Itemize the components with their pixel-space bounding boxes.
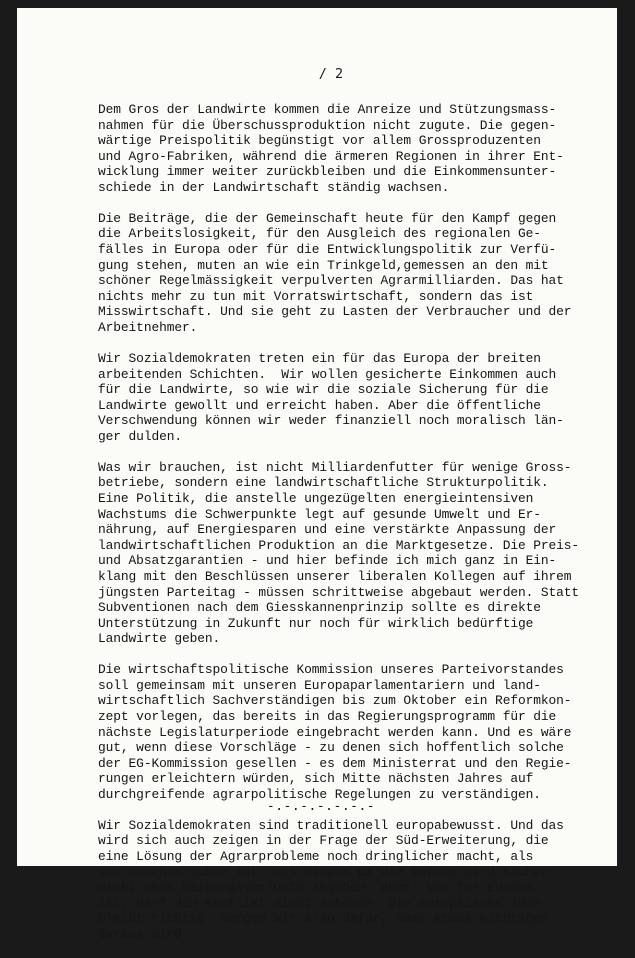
text-line: rungen erleichtern würden, sich Mitte nächsten Jahres auf — [98, 771, 534, 787]
paragraph-4 — [98, 460, 598, 647]
text-line: Die wirtschaftspolitische Kommission unseres Parteivorstandes — [98, 662, 564, 678]
document-body — [98, 102, 598, 958]
text-line: Landwirte gewollt und erreicht haben. Aber die öffentliche — [98, 397, 541, 413]
text-line: nichts mehr zu tun mit Vorratswirtschaft, sondern das ist — [98, 288, 534, 304]
text-line: soll gemeinsam mit unseren Europaparlamentariern und land- — [98, 677, 541, 693]
text-line: fälles in Europa oder für die Entwicklungspolitik zur Verfü- — [98, 242, 557, 258]
paragraph-2 — [98, 211, 598, 336]
text-line: wirtschaftlich Sachverständigen bis zum Oktober ein Reformkon- — [98, 693, 572, 709]
text-line: der EG-Kommission gesellen - es dem Ministerrat und den Regie- — [98, 755, 572, 771]
text-line: ist, darf den Konflikt nicht scheuen. Die europäische Idee — [98, 895, 541, 911]
text-line: wärtige Preispolitik begünstigt vor allem Grossproduzenten — [98, 133, 541, 149]
text-line: nächste Legislaturperiode eingebracht werden kann. Und es wäre — [98, 724, 572, 740]
text-line: und Absatzgarantien - und hier befinde ich mich ganz in Ein- — [98, 553, 557, 569]
text-line: Subventionen nach dem Giesskannenprinzip sollte es direkte — [98, 600, 541, 616]
text-line: Misswirtschaft. Und sie geht zu Lasten der Verbraucher und der — [98, 304, 572, 320]
text-line: Die Beiträge, die der Gemeinschaft heute für den Kampf gegen — [98, 210, 557, 226]
text-line: klang mit den Beschlüssen unserer liberalen Kollegen auf ihrem — [98, 568, 572, 584]
paragraph-1 — [98, 102, 598, 196]
text-line: nahmen für die Überschussproduktion nicht zugute. Die gegen- — [98, 117, 557, 133]
text-line: die Arbeitslosigkeit, für den Ausgleich des regionalen Ge- — [98, 226, 541, 242]
text-line: wird sich auch zeigen in der Frage der Süd-Erweiterung, die — [98, 833, 549, 849]
text-line: betriebe, sondern eine landwirtschaftliche Strukturpolitik. — [98, 475, 549, 491]
text-line: schiede in der Landwirtschaft ständig wachsen. — [98, 179, 450, 195]
text-line: Verschwendung können wir weder finanziell noch moralisch län- — [98, 413, 564, 429]
text-line: durchgreifende agrarpolitische Regelungen zu verständigen. — [98, 786, 541, 802]
text-line: Landwirte geben. — [98, 631, 221, 647]
text-line: und Agro-Fabriken, während die ärmeren Regionen in ihrer Ent- — [98, 148, 564, 164]
end-of-text-mark: -.-.-.-.-.-.- — [266, 799, 376, 814]
text-line: jüngsten Parteitag - müssen schrittweise abgebaut werden. Statt — [98, 584, 580, 600]
text-line: für die Landwirte, so wie wir die soziale Sicherung für die — [98, 382, 549, 398]
page-number: / 2 — [318, 66, 344, 82]
document-page — [17, 8, 617, 942]
text-line: wicklung immer weiter zurückbleiben und die Einkommensunter- — [98, 164, 557, 180]
paragraph-6 — [98, 818, 598, 943]
paragraph-5 — [98, 662, 598, 802]
text-line: landwirtschaftlichen Produktion an die Marktgesetze. Die Preis- — [98, 537, 580, 553]
text-line: Eine Politik, die anstelle ungezügelten energieintensiven — [98, 490, 534, 506]
text-line: Wachstums die Schwerpunkte legt auf gesunde Umwelt und Er- — [98, 506, 541, 522]
text-line: Wir Sozialdemokraten sind traditionell europabewusst. Und das — [98, 817, 564, 833]
text-line: sie ohnehin schon ist. Das Ringen um die Reform wird sicher — [98, 864, 549, 880]
paragraph-3 — [98, 351, 598, 445]
text-line: ger dulden. — [98, 428, 182, 444]
text-line: schöner Regelmässigkeit verpulverten Agrarmilliarden. Das hat — [98, 273, 564, 289]
text-line: zept vorlegen, das bereits in das Regierungsprogramm für die — [98, 708, 557, 724]
text-line: gut, wenn diese Vorschläge - zu denen sich hoffentlich solche — [98, 740, 564, 756]
text-line: nährung, auf Energiesparen und eine verstärkte Anpassung der — [98, 522, 557, 538]
text-line: Was wir brauchen, ist nicht Milliardenfutter für wenige Gross- — [98, 459, 572, 475]
text-line: bleibt richtig. Sorgen wir also dafür, dass etwas Richtiges — [98, 911, 549, 927]
text-line: Arbeitnehmer. — [98, 320, 198, 336]
text-line: Dem Gros der Landwirte kommen die Anreize und Stützungsmass- — [98, 102, 557, 117]
text-line: gung stehen, muten an wie ein Trinkgeld,gemessen an den mit — [98, 257, 549, 273]
text-line: Wir Sozialdemokraten treten ein für das Europa der breiten — [98, 350, 541, 366]
text-line: daraus wird. — [98, 926, 190, 942]
text-line: nicht ohne Reibungsverluste abgehen, aber: Wer für Europa — [98, 880, 534, 896]
text-line: arbeitenden Schichten. Wir wollen gesicherte Einkommen auch — [98, 366, 557, 382]
text-line: eine Lösung der Agrarprobleme noch dringlicher macht, als — [98, 849, 534, 865]
text-line: Unterstützung in Zukunft nur noch für wirklich bedürftige — [98, 615, 534, 631]
